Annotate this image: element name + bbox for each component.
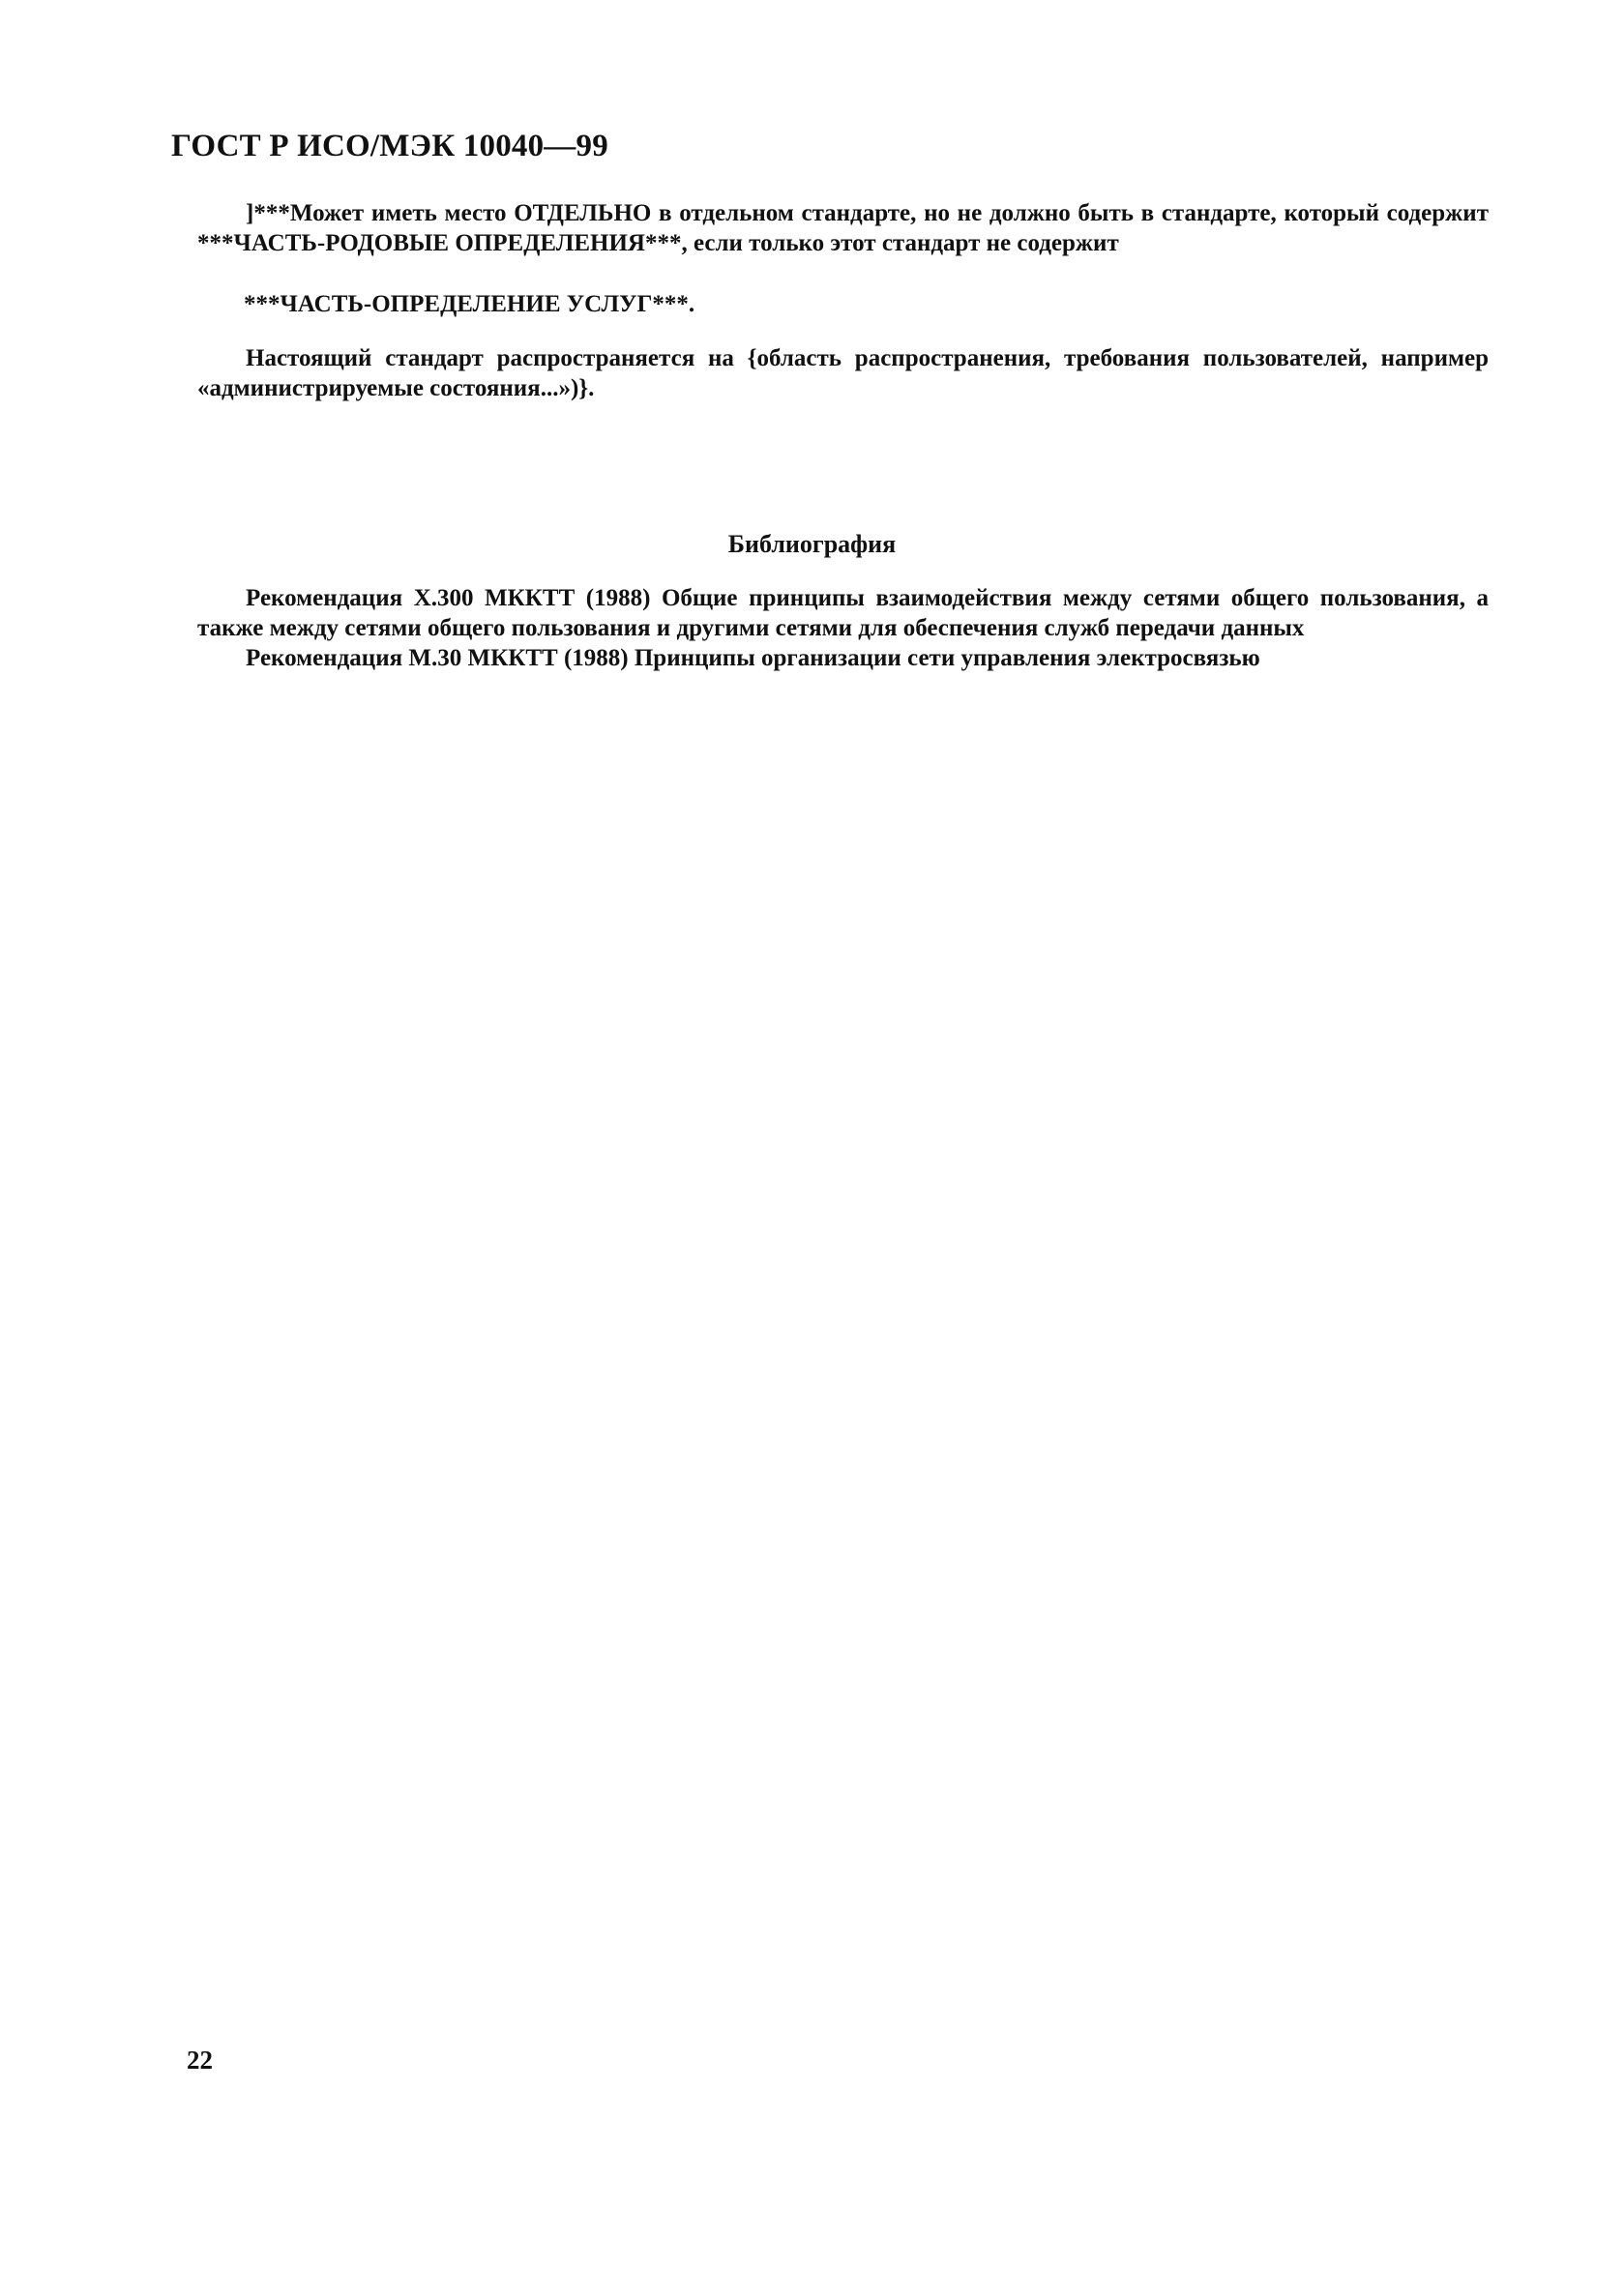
paragraph-service-definition: ***ЧАСТЬ-ОПРЕДЕЛЕНИЕ УСЛУГ***. (244, 291, 695, 317)
bibliography-entry (197, 583, 1489, 643)
bibliography-title: Библиография (727, 530, 897, 558)
paragraph-scope (197, 343, 1489, 403)
paragraph-optional-note (197, 198, 1489, 258)
document-header: ГОСТ Р ИСО/МЭК 10040—99 (171, 129, 608, 163)
paragraph-text: Настоящий стандарт распространяется на {область распространения, требования пользователей, например «администрируемые состояния...»)}. (197, 345, 1489, 401)
bibliography-list (197, 583, 1489, 673)
entry-text: Рекомендация Х.300 МККТТ (1988) Общие принципы взаимодействия между сетями общего пользования, а также между сетями общего пользования и другими сетями для обеспечения служб передачи данных (197, 585, 1489, 641)
entry-text: Рекомендация М.30 МККТТ (1988) Принципы организации сети управления электросвязью (246, 645, 1260, 671)
paragraph-text: ]***Может иметь место ОТДЕЛЬНО в отдельном стандарте, но не должно быть в стандарте, который содержит ***ЧАСТЬ-РОДОВЫЕ ОПРЕДЕЛЕНИЯ***, если только этот стандарт не содержит (197, 200, 1489, 256)
page-number: 22 (187, 2046, 213, 2075)
bibliography-entry (197, 643, 1489, 673)
